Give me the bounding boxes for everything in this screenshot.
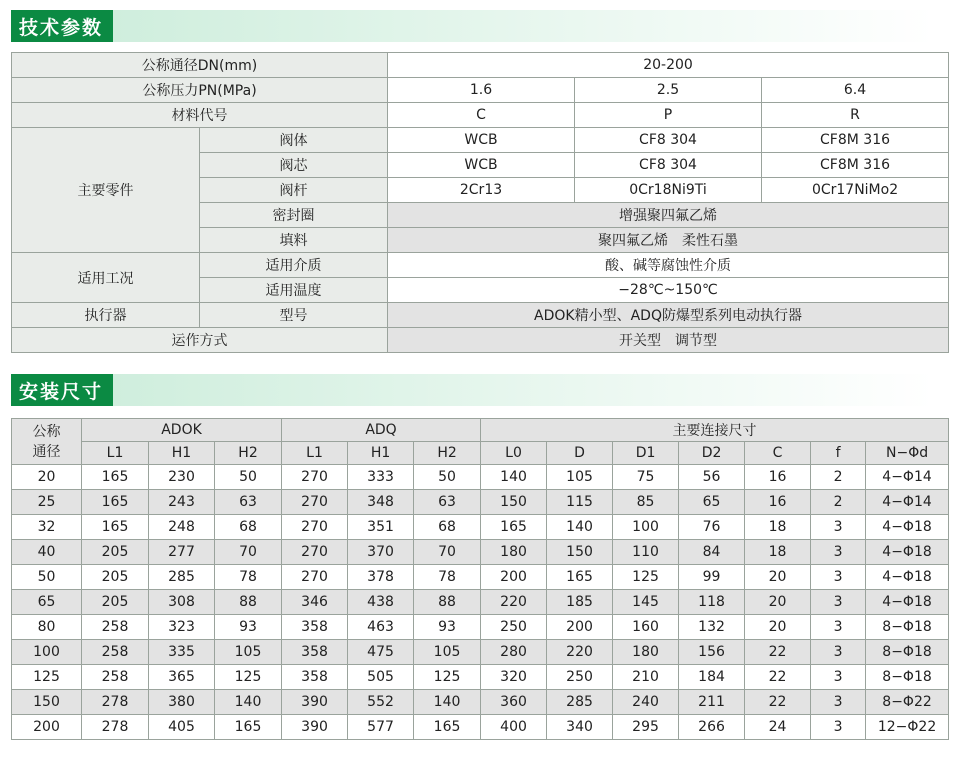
table-cell: 270: [282, 540, 348, 565]
table-row: [12, 540, 949, 565]
table-cell: 205: [82, 540, 149, 565]
table-row: [12, 565, 949, 590]
table-row: [12, 490, 949, 515]
table-cell: 3: [811, 565, 866, 590]
table-cell: 1.6: [388, 78, 575, 103]
table-cell: 18: [745, 515, 811, 540]
table-cell: 390: [282, 715, 348, 740]
table-cell: 200: [481, 565, 547, 590]
header-gradient-bar: [113, 10, 933, 42]
table-cell: 270: [282, 565, 348, 590]
table-cell: 270: [282, 465, 348, 490]
nominal-diameter-label: 公称通径DN(mm): [12, 53, 388, 78]
table-row: [12, 590, 949, 615]
actuator-label: 执行器: [12, 303, 200, 328]
table-cell: 3: [811, 515, 866, 540]
table-cell: 20: [745, 565, 811, 590]
table-cell: 258: [82, 640, 149, 665]
table-cell: 165: [82, 490, 149, 515]
table-cell: 180: [481, 540, 547, 565]
table-cell: 115: [547, 490, 613, 515]
column-header: H2: [215, 442, 282, 465]
table-cell: 50: [12, 565, 82, 590]
table-cell: 50: [414, 465, 481, 490]
table-cell: 220: [547, 640, 613, 665]
table-cell: −28℃~150℃: [388, 278, 949, 303]
row-label: 阀芯: [200, 153, 388, 178]
table-cell: CF8 304: [575, 128, 762, 153]
table-cell: 335: [149, 640, 215, 665]
table-cell: 4−Φ18: [866, 540, 949, 565]
table-cell: 4−Φ14: [866, 465, 949, 490]
table-cell: 105: [414, 640, 481, 665]
table-cell: 405: [149, 715, 215, 740]
table-cell: 65: [12, 590, 82, 615]
table-cell: 110: [613, 540, 679, 565]
table-cell: 140: [215, 690, 282, 715]
header-gradient-bar: [113, 374, 933, 406]
table-cell: CF8M 316: [762, 128, 949, 153]
table-cell: 323: [149, 615, 215, 640]
table-cell: 150: [481, 490, 547, 515]
table-cell: 80: [12, 615, 82, 640]
table-cell: 增强聚四氟乙烯: [388, 203, 949, 228]
column-header: f: [811, 442, 866, 465]
table-cell: 0Cr18Ni9Ti: [575, 178, 762, 203]
table-cell: 346: [282, 590, 348, 615]
table-cell: 32: [12, 515, 82, 540]
table-cell: 22: [745, 640, 811, 665]
table-cell: 12−Φ22: [866, 715, 949, 740]
table-cell: 165: [481, 515, 547, 540]
table-cell: 266: [679, 715, 745, 740]
column-header: L1: [282, 442, 348, 465]
table-cell: 351: [348, 515, 414, 540]
table-cell: 2: [811, 465, 866, 490]
table-cell: 132: [679, 615, 745, 640]
table-cell: 438: [348, 590, 414, 615]
table-row: [12, 465, 949, 490]
table-cell: 365: [149, 665, 215, 690]
table-cell: 3: [811, 665, 866, 690]
params-section-title: 技术参数: [11, 10, 113, 42]
table-row: [12, 640, 949, 665]
table-cell: R: [762, 103, 949, 128]
table-cell: 24: [745, 715, 811, 740]
table-cell: 20: [12, 465, 82, 490]
table-row: [12, 665, 949, 690]
row-label: 密封圈: [200, 203, 388, 228]
table-cell: 2.5: [575, 78, 762, 103]
table-cell: 125: [12, 665, 82, 690]
row-label: 阀体: [200, 128, 388, 153]
table-cell: 105: [215, 640, 282, 665]
table-cell: 220: [481, 590, 547, 615]
table-header-row: [12, 419, 949, 442]
row-label: 阀杆: [200, 178, 388, 203]
table-cell: 8−Φ18: [866, 665, 949, 690]
table-cell: 8−Φ22: [866, 690, 949, 715]
operation-label: 运作方式: [12, 328, 388, 353]
table-cell: 278: [82, 715, 149, 740]
table-cell: 酸、碱等腐蚀性介质: [388, 253, 949, 278]
table-cell: 99: [679, 565, 745, 590]
table-cell: 8−Φ18: [866, 615, 949, 640]
table-cell: 250: [481, 615, 547, 640]
table-row: [12, 690, 949, 715]
column-header: L0: [481, 442, 547, 465]
table-cell: 20: [745, 615, 811, 640]
working-conditions-label: 适用工况: [12, 253, 200, 303]
table-row: [12, 515, 949, 540]
table-row: [12, 78, 949, 103]
table-cell: 165: [547, 565, 613, 590]
table-cell: 85: [613, 490, 679, 515]
group-header-connection: 主要连接尺寸: [481, 419, 949, 442]
table-cell: 25: [12, 490, 82, 515]
table-cell: 76: [679, 515, 745, 540]
table-cell: 358: [282, 640, 348, 665]
table-row: [12, 303, 949, 328]
table-cell: 4−Φ18: [866, 590, 949, 615]
table-cell: 285: [547, 690, 613, 715]
table-cell: 140: [414, 690, 481, 715]
dims-section-title: 安装尺寸: [11, 374, 113, 406]
table-cell: 180: [613, 640, 679, 665]
table-cell: 380: [149, 690, 215, 715]
table-cell: WCB: [388, 153, 575, 178]
table-cell: P: [575, 103, 762, 128]
table-row: [12, 253, 949, 278]
table-row: [12, 53, 949, 78]
table-cell: 聚四氟乙烯 柔性石墨: [388, 228, 949, 253]
table-cell: CF8M 316: [762, 153, 949, 178]
column-header: H1: [149, 442, 215, 465]
table-cell: 6.4: [762, 78, 949, 103]
table-cell: 22: [745, 665, 811, 690]
column-header: N−Φd: [866, 442, 949, 465]
table-cell: 320: [481, 665, 547, 690]
table-cell: 70: [414, 540, 481, 565]
table-cell: 65: [679, 490, 745, 515]
table-cell: 140: [547, 515, 613, 540]
group-header-adq: ADQ: [282, 419, 481, 442]
table-cell: 118: [679, 590, 745, 615]
table-cell: 165: [414, 715, 481, 740]
table-cell: 258: [82, 615, 149, 640]
table-cell: 577: [348, 715, 414, 740]
table-cell: 165: [82, 465, 149, 490]
table-cell: 125: [414, 665, 481, 690]
table-cell: 93: [215, 615, 282, 640]
table-cell: 280: [481, 640, 547, 665]
table-cell: 140: [481, 465, 547, 490]
table-cell: 270: [282, 515, 348, 540]
row-label: 适用温度: [200, 278, 388, 303]
dims-section-header: [11, 374, 933, 406]
table-cell: 78: [414, 565, 481, 590]
main-parts-label: 主要零件: [12, 128, 200, 253]
table-cell: 150: [547, 540, 613, 565]
table-cell: 16: [745, 465, 811, 490]
table-cell: 8−Φ18: [866, 640, 949, 665]
table-cell: 184: [679, 665, 745, 690]
table-cell: 105: [547, 465, 613, 490]
table-cell: 205: [82, 590, 149, 615]
table-cell: 185: [547, 590, 613, 615]
table-cell: 505: [348, 665, 414, 690]
column-header: H1: [348, 442, 414, 465]
table-cell: 165: [82, 515, 149, 540]
table-cell: 68: [215, 515, 282, 540]
table-cell: 3: [811, 690, 866, 715]
table-cell: 75: [613, 465, 679, 490]
table-cell: 258: [82, 665, 149, 690]
table-cell: 125: [215, 665, 282, 690]
table-cell: 88: [215, 590, 282, 615]
table-cell: 4−Φ18: [866, 565, 949, 590]
table-cell: 160: [613, 615, 679, 640]
table-cell: 378: [348, 565, 414, 590]
table-cell: 88: [414, 590, 481, 615]
table-cell: 78: [215, 565, 282, 590]
table-header-row: [12, 442, 949, 465]
corner-label: 公称 通径: [12, 419, 82, 465]
table-cell: 4−Φ18: [866, 515, 949, 540]
table-cell: 210: [613, 665, 679, 690]
row-label: 适用介质: [200, 253, 388, 278]
table-cell: 285: [149, 565, 215, 590]
table-cell: 211: [679, 690, 745, 715]
table-cell: 4−Φ14: [866, 490, 949, 515]
table-cell: 93: [414, 615, 481, 640]
column-header: C: [745, 442, 811, 465]
table-cell: WCB: [388, 128, 575, 153]
table-cell: 84: [679, 540, 745, 565]
material-code-label: 材料代号: [12, 103, 388, 128]
table-cell: 230: [149, 465, 215, 490]
table-cell: 63: [414, 490, 481, 515]
table-cell: 250: [547, 665, 613, 690]
table-cell: 390: [282, 690, 348, 715]
table-cell: 100: [613, 515, 679, 540]
column-header: D: [547, 442, 613, 465]
table-cell: C: [388, 103, 575, 128]
table-cell: 150: [12, 690, 82, 715]
column-header: H2: [414, 442, 481, 465]
table-cell: 277: [149, 540, 215, 565]
table-cell: 0Cr17NiMo2: [762, 178, 949, 203]
table-cell: 63: [215, 490, 282, 515]
params-table: [11, 52, 949, 353]
table-cell: 552: [348, 690, 414, 715]
table-cell: 3: [811, 715, 866, 740]
table-cell: 2: [811, 490, 866, 515]
table-cell: ADOK精小型、ADQ防爆型系列电动执行器: [388, 303, 949, 328]
table-cell: 475: [348, 640, 414, 665]
nominal-pressure-label: 公称压力PN(MPa): [12, 78, 388, 103]
table-cell: 240: [613, 690, 679, 715]
table-cell: 40: [12, 540, 82, 565]
table-cell: 50: [215, 465, 282, 490]
table-cell: 348: [348, 490, 414, 515]
table-cell: 200: [12, 715, 82, 740]
table-cell: 340: [547, 715, 613, 740]
table-cell: CF8 304: [575, 153, 762, 178]
table-cell: 3: [811, 540, 866, 565]
table-cell: 370: [348, 540, 414, 565]
dims-table: [11, 418, 949, 740]
table-cell: 145: [613, 590, 679, 615]
column-header: L1: [82, 442, 149, 465]
table-cell: 278: [82, 690, 149, 715]
table-cell: 2Cr13: [388, 178, 575, 203]
table-cell: 295: [613, 715, 679, 740]
row-label: 填料: [200, 228, 388, 253]
column-header: D1: [613, 442, 679, 465]
table-cell: 22: [745, 690, 811, 715]
table-cell: 308: [149, 590, 215, 615]
table-cell: 248: [149, 515, 215, 540]
table-cell: 3: [811, 640, 866, 665]
table-cell: 3: [811, 590, 866, 615]
table-cell: 125: [613, 565, 679, 590]
table-row: [12, 615, 949, 640]
table-row: [12, 103, 949, 128]
table-cell: 463: [348, 615, 414, 640]
table-cell: 360: [481, 690, 547, 715]
table-cell: 68: [414, 515, 481, 540]
table-cell: 16: [745, 490, 811, 515]
table-cell: 100: [12, 640, 82, 665]
table-row: [12, 128, 949, 153]
table-cell: 200: [547, 615, 613, 640]
table-cell: 270: [282, 490, 348, 515]
table-cell: 56: [679, 465, 745, 490]
table-cell: 333: [348, 465, 414, 490]
table-cell: 20: [745, 590, 811, 615]
table-row: [12, 715, 949, 740]
table-cell: 358: [282, 665, 348, 690]
nominal-diameter-value: 20-200: [388, 53, 949, 78]
table-cell: 243: [149, 490, 215, 515]
table-cell: 开关型 调节型: [388, 328, 949, 353]
table-cell: 70: [215, 540, 282, 565]
table-row: [12, 328, 949, 353]
row-label: 型号: [200, 303, 388, 328]
table-cell: 18: [745, 540, 811, 565]
table-cell: 358: [282, 615, 348, 640]
column-header: D2: [679, 442, 745, 465]
table-cell: 165: [215, 715, 282, 740]
params-section-header: [11, 10, 933, 42]
table-cell: 205: [82, 565, 149, 590]
table-cell: 3: [811, 615, 866, 640]
table-cell: 156: [679, 640, 745, 665]
table-cell: 400: [481, 715, 547, 740]
group-header-adok: ADOK: [82, 419, 282, 442]
